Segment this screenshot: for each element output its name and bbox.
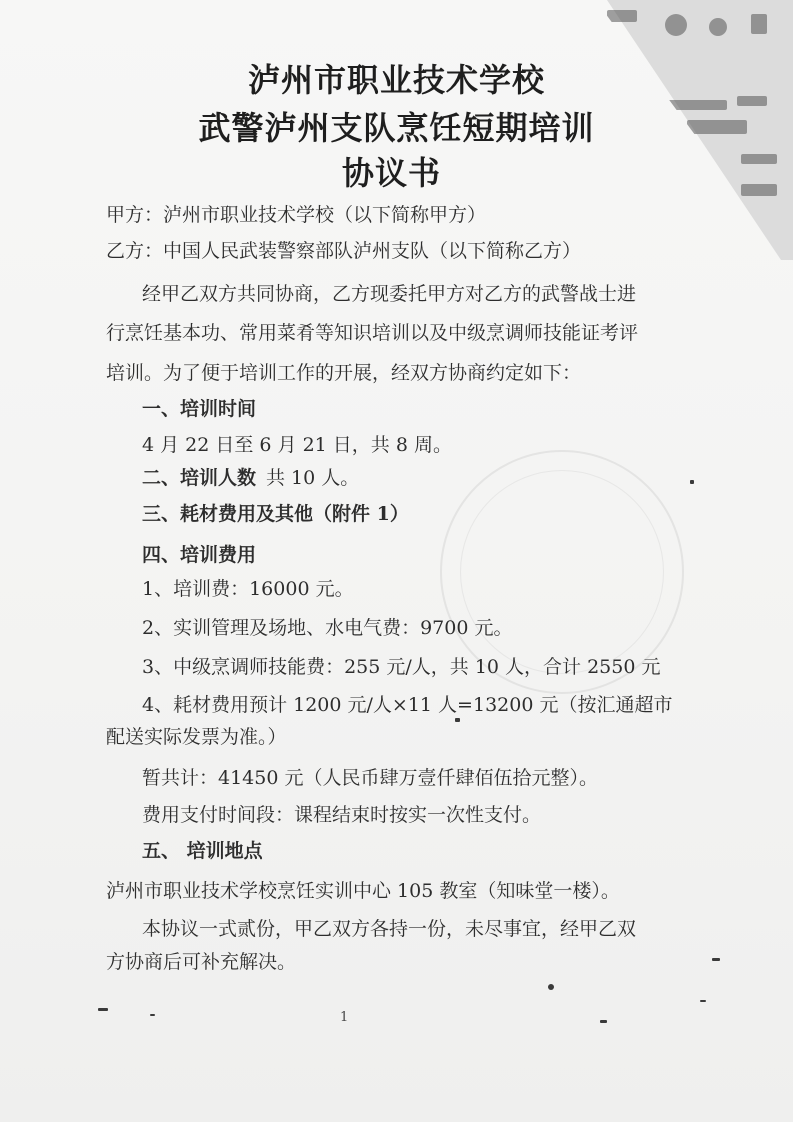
intro-line-1: 经甲乙双方共同协商，乙方现委托甲方对乙方的武警战士进 xyxy=(142,283,637,305)
payment-terms: 费用支付时间段：课程结束时按实一次性支付。 xyxy=(142,804,542,826)
party-a: 甲方：泸州市职业技术学校（以下简称甲方） xyxy=(106,204,487,226)
party-b: 乙方：中国人民武装警察部队泸州支队（以下简称乙方） xyxy=(106,240,582,262)
scan-speck xyxy=(150,1014,155,1016)
title-line-3: 协议书 xyxy=(341,154,441,192)
section-2-heading: 二、培训人数 xyxy=(142,467,257,489)
section-5-heading: 五、 培训地点 xyxy=(142,840,263,862)
scan-speck xyxy=(455,718,460,722)
intro-line-3: 培训。为了便于培训工作的开展，经双方协商约定如下： xyxy=(106,362,582,384)
scan-speck xyxy=(712,958,720,961)
scan-speck xyxy=(548,984,554,990)
fee-item-2: 2、实训管理及场地、水电气费：9700 元。 xyxy=(142,617,513,639)
section-1-text: 4 月 22 日至 6 月 21 日，共 8 周。 xyxy=(142,434,452,456)
closing-line-2: 方协商后可补充解决。 xyxy=(106,951,297,973)
section-3-heading: 三、耗材费用及其他（附件 1） xyxy=(142,503,409,525)
title-line-1: 泸州市职业技术学校 xyxy=(247,61,545,99)
fee-item-1: 1、培训费：16000 元。 xyxy=(142,578,354,600)
total-amount: 暂共计：41450 元（人民币肆万壹仟肆佰伍拾元整）。 xyxy=(142,767,598,789)
location-text: 泸州市职业技术学校烹饪实训中心 105 教室（知味堂一楼）。 xyxy=(106,880,620,902)
scan-speck xyxy=(690,480,694,484)
scan-speck xyxy=(700,1000,706,1002)
title-line-2: 武警泸州支队烹饪短期培训 xyxy=(198,109,595,147)
fee-item-4: 4、耗材费用预计 1200 元/人×11 人=13200 元（按汇通超市 xyxy=(142,694,673,716)
fee-item-4-cont: 配送实际发票为准。） xyxy=(106,726,287,748)
scan-speck xyxy=(98,1008,108,1011)
page-number: 1 xyxy=(340,1010,349,1025)
closing-line-1: 本协议一式贰份，甲乙双方各持一份，未尽事宜，经甲乙双 xyxy=(142,918,637,940)
scan-speck xyxy=(600,1020,607,1023)
intro-line-2: 行烹饪基本功、常用菜肴等知识培训以及中级烹调师技能证考评 xyxy=(106,322,639,344)
section-1-heading: 一、培训时间 xyxy=(142,398,257,420)
fee-item-3: 3、中级烹调师技能费：255 元/人，共 10 人，合计 2550 元 xyxy=(142,656,661,678)
section-4-heading: 四、培训费用 xyxy=(142,544,257,566)
section-2-value: 共 10 人。 xyxy=(266,467,360,489)
